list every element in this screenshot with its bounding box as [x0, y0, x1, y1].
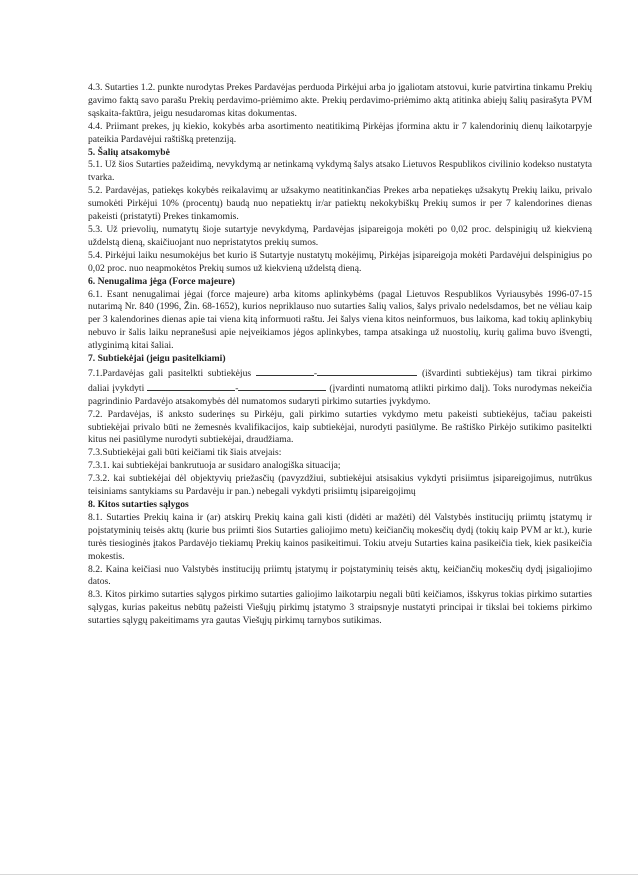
page-edge-line	[0, 874, 638, 875]
clause-5-4: 5.4. Pirkėjui laiku nesumokėjus bet kurio iš Sutartyje nustatytų mokėjimų, Pirkėjas įsipareigoja mokėti Pardavėjui delspinigius po 0,02 proc. nuo neapmokėtos Prekių sumos už kiekvieną uždelstą dieną.	[88, 249, 592, 274]
section-7-heading: 7. Subtiekėjai (jeigu pasitelkiami)	[88, 353, 226, 365]
clause-6-1: 6.1. Esant nenugalimai jėgai (force majeure) arba kitoms aplinkybėms (pagal Lietuvos Respublikos Vyriausybės 1996-07-15 nutarimą Nr. 840 (1996, Žin. 68-1652), kurios nepriklauso nuo sutarties šalių valios, šalys privalo nedelsdamos, bet ne vėliau kaip per 3 kalendorines dienas apie tai viena kitą informuoti raštu. Jei šalys viena kitos neinformuos, bus laikoma, kad tokių aplinkybių nebuvo ir šalis laiku nepranešusi apie neįveikiamos jėgos aplinkybes, tampa atsakinga už nuostolių, kurių galima buvo išvengti, atlyginimą kitai šaliai.	[88, 288, 592, 352]
clause-7-3: 7.3.Subtiekėjai gali būti keičiami tik šiais atvejais:	[88, 447, 282, 459]
dash-1: -	[313, 367, 318, 379]
section-8-heading: 8. Kitos sutarties sąlygos	[88, 499, 189, 510]
clause-8-2: 8.2. Kaina keičiasi nuo Valstybės institucijų priimtų įstatymų ir poįstatyminių teisės aktų, keičiančių mokesčių dydį įsigaliojimo datos.	[88, 563, 592, 588]
clause-7-2: 7.2. Pardavėjas, iš anksto suderinęs su Pirkėju, gali pirkimo sutarties vykdymo metu pakeisti subtiekėjus, tačiau pakeisti subtiekėjai privalo būti ne žemesnės kvalifikacijos, kaip subtiekėjai, nurodyti pasiūlyme. Be raštiško Pirkėjo sutikimo pasitelkti kitus nei pasiūlyme nurodyti subtiekėjai, draudžiama.	[88, 408, 592, 446]
clause-7-3-2: 7.3.2. kai subtiekėjai dėl objektyvių priežasčių (pavyzdžiui, subtiekėjui atsisakius vykdyti prisiimtus įsipareigojimus, nutrūkus teisiniams santykiams su Pardavėju ir pan.) nebegali vykdyti prisiimtų įsipareigojimų	[88, 473, 592, 498]
clause-7-3-1: 7.3.1. kai subtiekėjai bankrutuoja ar susidaro analogiška situacija;	[88, 460, 341, 472]
section-6-heading: 6. Nenugalima jėga (Force majeure)	[88, 275, 235, 287]
dash-2: -	[235, 382, 239, 394]
clause-7-1-part-b: (išvardinti subtiekėjus) tam tikrai pirkimo daliai įvykdyti	[88, 367, 592, 394]
clause-5-1: 5.1. Už šios Sutarties pažeidimą, nevykdymą ar netinkamą vykdymą šalys atsako Lietuvos Respublikos civilinio kodekso nustatyta tvarka.	[88, 159, 592, 184]
blank-line	[256, 366, 314, 376]
clause-4-4: 4.4. Priimant prekes, jų kiekio, kokybės arba asortimento neatitikimą Pirkėjas įformina aktu ir 7 kalendorinių dienų laikotarpyje pateikia Pardavėjui raštišką pretenziją.	[88, 120, 592, 145]
blank-line	[317, 366, 417, 376]
clause-8-3: 8.3. Kitos pirkimo sutarties sąlygos pirkimo sutarties galiojimo laikotarpiu negali būti keičiamos, išskyrus tokias pirkimo sutarties sąlygas, kurias pakeitus nebūtų pažeisti Viešųjų pirkimų įstatymo 3 straipsnyje nustatyti principai ir tikslai bei tokiems pirkimo sutarties sąlygų pakeitimams yra gautas Viešųjų pirkimų tarnybos sutikimas.	[88, 589, 592, 627]
section-5-heading: 5. Šalių atsakomybė	[88, 146, 170, 158]
clause-5-3: 5.3. Už prievolių, numatytų šioje sutartyje nevykdymą, Pardavėjas įsipareigoja mokėti po 0,02 proc. delspinigių už kiekvieną uždelstą dieną, skaičiuojant nuo nepristatytos prekių sumos.	[88, 223, 592, 248]
clause-5-2: 5.2. Pardavėjas, patiekęs kokybės reikalavimų ar užsakymo neatitinkančias Prekes arba nepatiekęs užsakytų Prekių laiku, privalo sumokėti Pirkėjui 10% (procentų) baudą nuo nepatiektų ir/ar patiektų nekokybiškų Prekių sumos ir per 7 kalendorines dienas pakeisti (pristatyti) Prekes tinkamomis.	[88, 185, 592, 223]
clause-7-1-part-c: (įvardinti numatomą atlikti pirkimo dalį). Toks nurodymas nekeičia pagrindinio Pardavėjo atsakomybės dėl numatomos sudaryti pirkimo sutarties įvykdymo.	[88, 382, 592, 407]
blank-line	[147, 381, 235, 391]
blank-line	[238, 381, 326, 391]
clause-7-1	[88, 366, 592, 409]
clause-4-3: 4.3. Sutarties 1.2. punkte nurodytas Prekes Pardavėjas perduoda Pirkėjui arba jo įgaliotam atstovui, kurie patvirtina tinkamu Prekių gavimo faktą savo parašu Prekių perdavimo-priėmimo akte. Prekių perdavimo-priėmimo aktą atitinka abiejų šalių pasirašyta PVM sąskaita-faktūra, jeigu nesudaromas kitas dokumentas.	[88, 82, 592, 119]
clause-8-1: 8.1. Sutarties Prekių kaina ir (ar) atskirų Prekių kaina gali kisti (didėti ar mažėti) dėl Valstybės institucijų priimtų įstatymų ir poįstatyminių teisės aktų (kurie bus priimti šios Sutarties galiojimo metu) keičiančių mokesčių dydį (tokių kaip PVM ar kt.), kurie turės tiesioginės įtakos Pardavėjo tiekiamų Prekių kainos pasikeitimui. Tokiu atveju Sutarties kaina pasikeičia tiek, kiek pasikeičia mokestis.	[88, 511, 592, 562]
clause-7-1-part-a: 7.1.Pardavėjas gali pasitelkti subtiekėjus	[88, 367, 252, 379]
